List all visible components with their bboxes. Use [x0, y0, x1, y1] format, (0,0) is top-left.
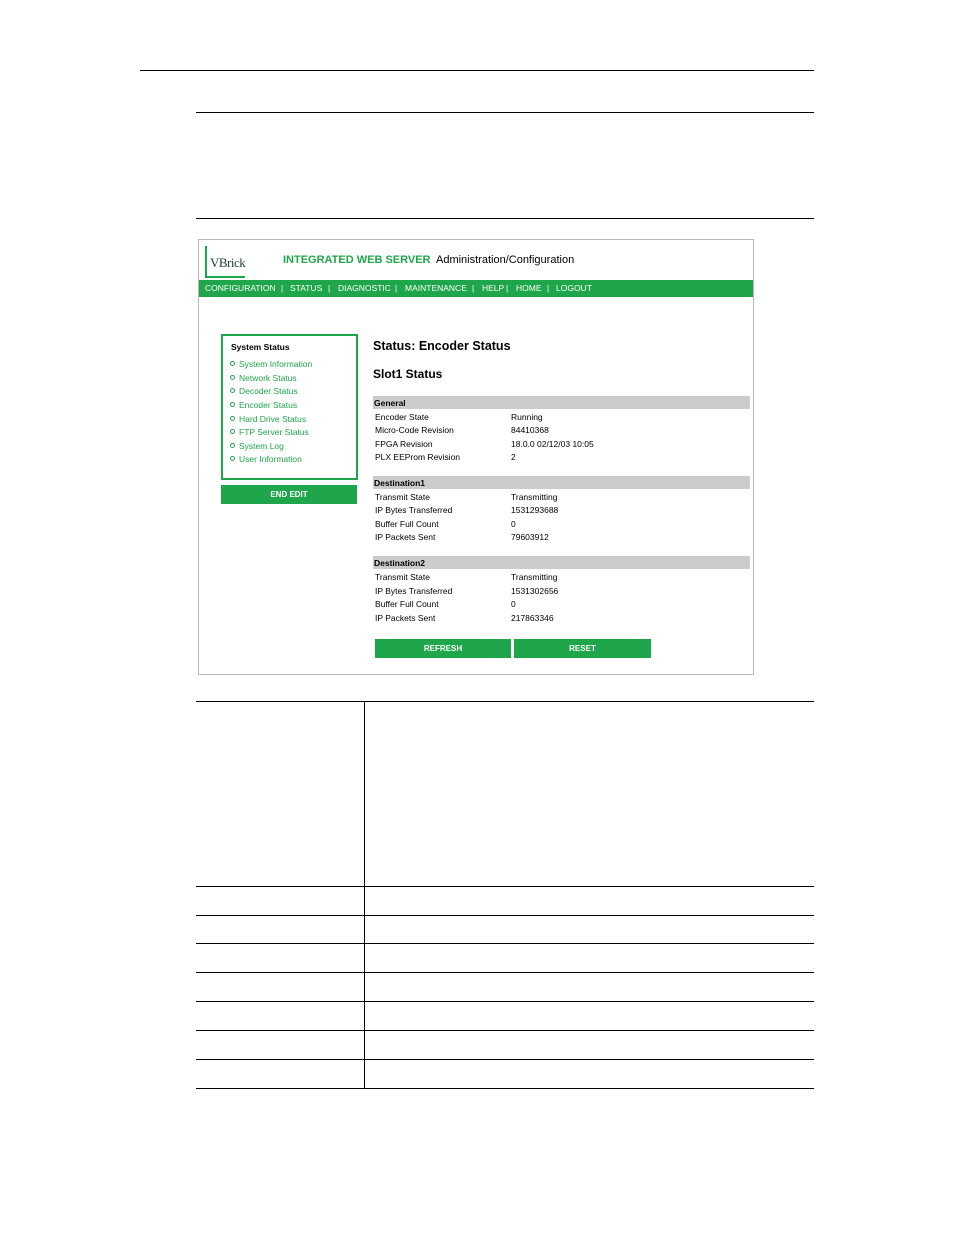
app-subtitle: Administration/Configuration: [436, 254, 575, 266]
dest2-buffer-full-value: 0: [511, 599, 516, 609]
nav-separator: |: [281, 283, 284, 293]
sidebar-item-decoder-status[interactable]: Decoder Status: [230, 386, 298, 396]
section-destination2-header: Destination2: [373, 556, 750, 569]
micro-code-revision-label: Micro-Code Revision: [375, 425, 454, 435]
nav-configuration[interactable]: CONFIGURATION: [205, 283, 276, 293]
system-status-title: System Status: [231, 342, 290, 352]
bullet-icon: [230, 416, 235, 421]
table-rule: [196, 915, 814, 916]
dest1-ip-bytes-label: IP Bytes Transferred: [375, 505, 453, 515]
nav-status[interactable]: STATUS: [290, 283, 323, 293]
dest2-ip-bytes-value: 1531302656: [511, 586, 559, 596]
dest2-transmit-state-value: Transmitting: [511, 572, 558, 582]
section-bottom-rule: [196, 218, 814, 219]
nav-separator: |: [395, 283, 398, 293]
nav-help[interactable]: HELP: [482, 283, 505, 293]
fpga-revision-value: 18.0.0 02/12/03 10:05: [511, 439, 594, 449]
bullet-icon: [230, 375, 235, 380]
dest1-transmit-state-value: Transmitting: [511, 492, 558, 502]
end-edit-button[interactable]: END EDIT: [221, 485, 357, 504]
dest1-buffer-full-value: 0: [511, 519, 516, 529]
nav-logout[interactable]: LOGOUT: [556, 283, 592, 293]
nav-separator: |: [472, 283, 475, 293]
main-nav: [199, 280, 753, 297]
dest2-ip-packets-label: IP Packets Sent: [375, 613, 436, 623]
plx-eeprom-revision-value: 2: [511, 452, 516, 462]
table-rule: [196, 972, 814, 973]
plx-eeprom-revision-label: PLX EEProm Revision: [375, 452, 461, 462]
sidebar-item-system-information[interactable]: System Information: [230, 359, 312, 369]
reset-button[interactable]: RESET: [514, 639, 651, 658]
bullet-icon: [230, 402, 235, 407]
dest2-transmit-state-label: Transmit State: [375, 572, 430, 582]
table-rule: [196, 1059, 814, 1060]
nav-maintenance[interactable]: MAINTENANCE: [405, 283, 467, 293]
slot-status-heading: Slot1 Status: [373, 367, 443, 381]
refresh-button[interactable]: REFRESH: [375, 639, 511, 658]
dest2-ip-bytes-label: IP Bytes Transferred: [375, 586, 453, 596]
dest1-ip-packets-label: IP Packets Sent: [375, 532, 436, 542]
sidebar-item-hard-drive-status[interactable]: Hard Drive Status: [230, 414, 306, 424]
page-title: Status: Encoder Status: [373, 339, 511, 353]
bullet-icon: [230, 388, 235, 393]
fpga-revision-label: FPGA Revision: [375, 439, 433, 449]
dest1-buffer-full-label: Buffer Full Count: [375, 519, 439, 529]
app-title: INTEGRATED WEB SERVER: [283, 254, 431, 266]
sidebar-item-ftp-server-status[interactable]: FTP Server Status: [230, 427, 309, 437]
dest1-ip-bytes-value: 1531293688: [511, 505, 559, 515]
bullet-icon: [230, 456, 235, 461]
micro-code-revision-value: 84410368: [511, 425, 549, 435]
table-rule: [196, 1030, 814, 1031]
nav-diagnostic[interactable]: DIAGNOSTIC: [338, 283, 391, 293]
table-rule: [196, 701, 814, 702]
nav-separator: |: [506, 283, 509, 293]
dest2-buffer-full-label: Buffer Full Count: [375, 599, 439, 609]
nav-separator: |: [328, 283, 331, 293]
page-header-rule: [140, 70, 814, 71]
bullet-icon: [230, 429, 235, 434]
section-general-header: General: [373, 396, 750, 409]
table-rule: [196, 886, 814, 887]
sidebar-item-network-status[interactable]: Network Status: [230, 373, 297, 383]
bullet-icon: [230, 361, 235, 366]
dest2-ip-packets-value: 217863346: [511, 613, 554, 623]
table-rule: [196, 943, 814, 944]
dest1-transmit-state-label: Transmit State: [375, 492, 430, 502]
vbrick-logo: VBrick: [205, 246, 245, 278]
nav-separator: |: [547, 283, 550, 293]
section-top-rule: [196, 112, 814, 113]
nav-home[interactable]: HOME: [516, 283, 542, 293]
bullet-icon: [230, 443, 235, 448]
table-rule: [196, 1088, 814, 1089]
table-rule: [196, 1001, 814, 1002]
encoder-state-value: Running: [511, 412, 543, 422]
dest1-ip-packets-value: 79603912: [511, 532, 549, 542]
sidebar-item-system-log[interactable]: System Log: [230, 441, 284, 451]
sidebar-item-user-information[interactable]: User Information: [230, 454, 302, 464]
web-ui-screenshot: [198, 239, 754, 675]
encoder-state-label: Encoder State: [375, 412, 429, 422]
section-destination1-header: Destination1: [373, 476, 750, 489]
system-status-panel: [221, 334, 358, 480]
sidebar-item-encoder-status[interactable]: Encoder Status: [230, 400, 297, 410]
